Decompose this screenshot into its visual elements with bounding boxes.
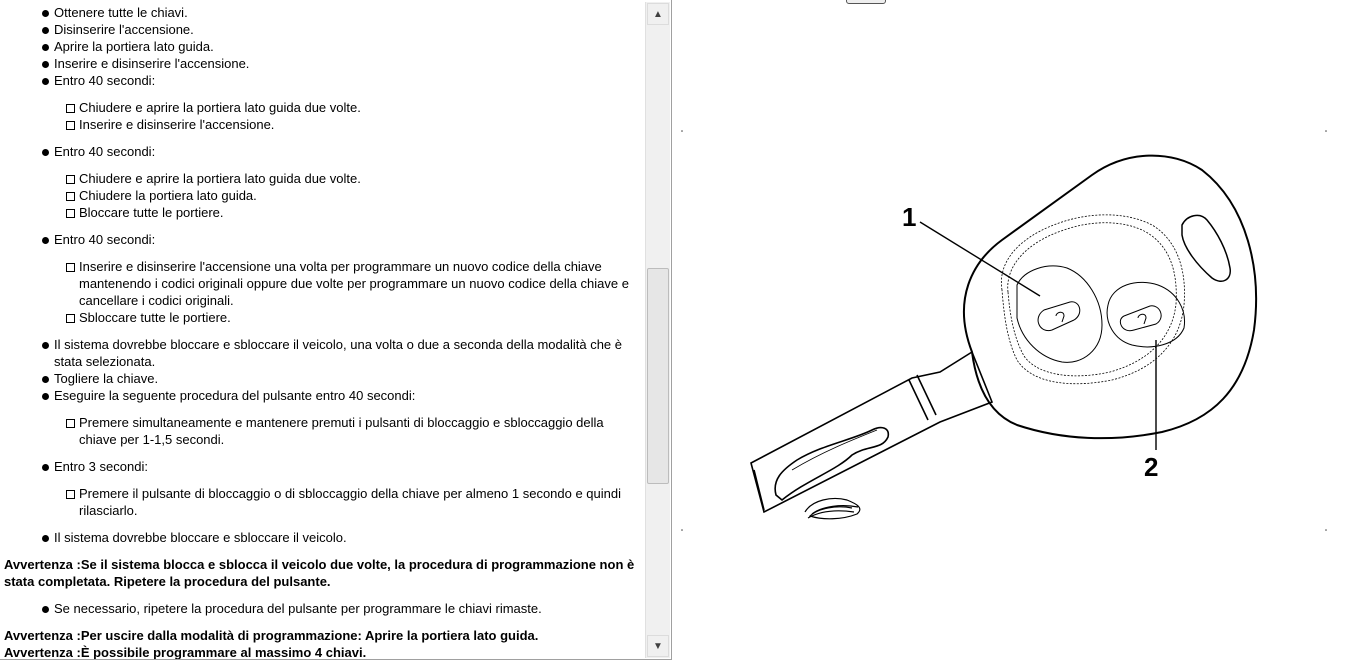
step-item: Inserire e disinserire l'accensione. [0, 55, 644, 72]
steps-repeat [0, 600, 644, 617]
substep-item: Chiudere la portiera lato guida. [0, 187, 644, 204]
step-item: Se necessario, ripetere la procedura del pulsante per programmare le chiavi rimaste. [0, 600, 644, 617]
substep-item: Chiudere e aprire la portiera lato guida due volte. [0, 99, 644, 116]
steps-within-3 [0, 458, 644, 475]
remote-key-drawing [672, 0, 1356, 663]
scroll-up-button[interactable] [647, 3, 669, 25]
arrow-down-icon: ▼ [653, 640, 663, 652]
steps-group-1 [0, 4, 644, 89]
warning-note: Avvertenza :Se il sistema blocca e sblocca il veicolo due volte, la procedura di programmazione non è stata completata. Ripetere la procedura del pulsante. [4, 557, 635, 589]
step-item: Aprire la portiera lato guida. [0, 38, 644, 55]
step-item: Il sistema dovrebbe bloccare e sbloccare il veicolo. [0, 529, 644, 546]
substep-item: Inserire e disinserire l'accensione una volta per programmare un nuovo codice della chiave mantenendo i codici originali oppure due volte per programmare un nuovo codice della chiave e cancellare i codici originali. [0, 258, 644, 309]
key-head [964, 156, 1256, 439]
substep-item: Chiudere e aprire la portiera lato guida due volte. [0, 170, 644, 187]
step-item: Entro 40 secondi: [0, 143, 644, 160]
substep-item: Premere simultaneamente e mantenere premuti i pulsanti di bloccaggio e sbloccaggio della chiave per 1-1,5 secondi. [0, 414, 644, 448]
warning-note: Avvertenza :Per uscire dalla modalità di programmazione: Aprire la portiera lato guida. [4, 628, 539, 643]
step-item: Entro 3 secondi: [0, 458, 644, 475]
steps-within-40-b [0, 143, 644, 160]
substeps-group-3 [0, 258, 644, 326]
step-item: Entro 40 secondi: [0, 231, 644, 248]
substeps-group-5 [0, 485, 644, 519]
step-item: Il sistema dovrebbe bloccare e sbloccare il veicolo, una volta o due a seconda della modalità che è stata selezionata. [0, 336, 644, 370]
substeps-group-1 [0, 99, 644, 133]
warning-note: Avvertenza :È possibile programmare al massimo 4 chiavi. [4, 645, 367, 660]
steps-final [0, 529, 644, 546]
steps-group-2 [0, 336, 644, 404]
step-item: Disinserire l'accensione. [0, 21, 644, 38]
substeps-group-4 [0, 414, 644, 448]
substep-item: Sbloccare tutte le portiere. [0, 309, 644, 326]
key-illustration [672, 0, 1356, 663]
ink-scribble [805, 499, 860, 519]
substep-item: Premere il pulsante di bloccaggio o di sbloccaggio della chiave per almeno 1 secondo e quindi rilasciarlo. [0, 485, 644, 519]
scrollbar-thumb[interactable] [647, 268, 669, 484]
substep-item: Inserire e disinserire l'accensione. [0, 116, 644, 133]
substeps-group-2 [0, 170, 644, 221]
step-item: Ottenere tutte le chiavi. [0, 4, 644, 21]
steps-within-40-c [0, 231, 644, 248]
arrow-up-icon: ▲ [653, 8, 663, 20]
vertical-scrollbar[interactable] [645, 2, 670, 658]
instructions-pane [0, 0, 672, 660]
step-item: Togliere la chiave. [0, 370, 644, 387]
callout-line-1 [920, 222, 1040, 296]
key-blade [751, 352, 992, 512]
substep-item: Bloccare tutte le portiere. [0, 204, 644, 221]
instructions-content [0, 4, 644, 660]
step-item: Entro 40 secondi: [0, 72, 644, 89]
callout-label-2: 2 [1144, 452, 1159, 482]
callout-label-1: 1 [902, 202, 917, 232]
step-item: Eseguire la seguente procedura del pulsante entro 40 secondi: [0, 387, 644, 404]
scroll-down-button[interactable] [647, 635, 669, 657]
